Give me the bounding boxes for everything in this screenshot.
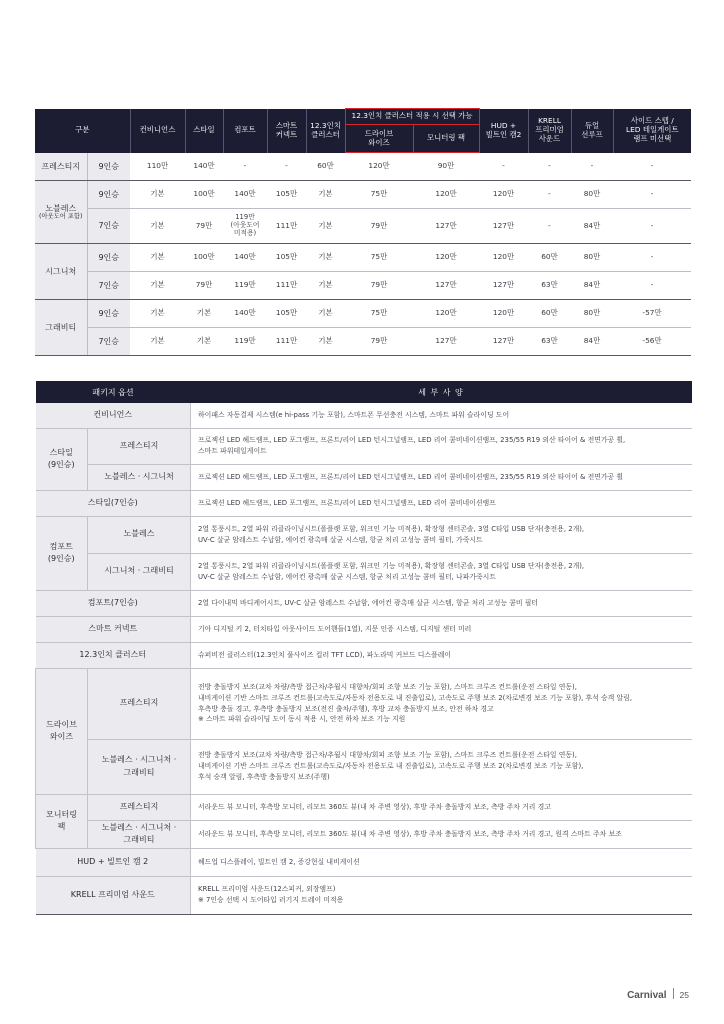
pkg-krell-detail: KRELL 프리미엄 사운드(12스피커, 외장앰프) ※ 7인승 선택 시 도어타입 러기지 트레이 미적용 <box>191 876 692 914</box>
pkg-krell-label: KRELL 프리미엄 사운드 <box>36 876 191 914</box>
price-cell: 79만 <box>345 209 413 244</box>
seat-label: 7인승 <box>87 209 130 244</box>
price-cell: - <box>571 153 613 181</box>
table-row <box>36 490 692 516</box>
header-category: 구분 <box>35 109 130 153</box>
header-cluster: 12.3인치 클러스터 <box>306 109 345 153</box>
pkg-comfort-signature-label: 시그니처 · 그래비티 <box>88 553 191 590</box>
pkg-cluster-label: 12.3인치 클러스터 <box>36 642 191 668</box>
seat-label: 7인승 <box>87 328 130 356</box>
price-cell: 기본 <box>130 181 185 209</box>
price-cell: 90만 <box>413 153 479 181</box>
table-row <box>35 209 691 244</box>
price-cell: 119만 (아웃도어 미적용) <box>223 209 267 244</box>
pkg-hud-label: HUD + 빌트인 캠 2 <box>36 848 191 876</box>
table-row <box>35 328 691 356</box>
table-row <box>36 848 692 876</box>
footer-divider <box>673 988 674 999</box>
header-cluster-group: 12.3인치 클러스터 적용 시 선택 가능 <box>345 109 479 125</box>
price-cell: 60만 <box>528 300 571 328</box>
price-cell: 63만 <box>528 328 571 356</box>
table-row <box>35 244 691 272</box>
price-cell: 111만 <box>267 209 306 244</box>
pkg-drive-prestige-label: 프레스티지 <box>88 668 191 739</box>
price-cell: 기본 <box>306 328 345 356</box>
pkg-monitor-prestige-detail: 서라운드 뷰 모니터, 후측방 모니터, 리모트 360도 뷰(내 차 주변 영상), 후방 주차 충돌방지 보조, 측방 주차 거리 경고 <box>191 794 692 820</box>
table-row <box>36 642 692 668</box>
price-cell: 119만 <box>223 328 267 356</box>
price-cell: 60만 <box>528 244 571 272</box>
price-cell: 기본 <box>306 300 345 328</box>
price-cell: 110만 <box>130 153 185 181</box>
price-cell: 기본 <box>130 244 185 272</box>
option-price-table <box>35 108 691 356</box>
pkg-convenience-detail: 하이패스 자동결제 시스템(e hi-pass 기능 포함), 스마트폰 무선충전 시스템, 스마트 파워 슬라이딩 도어 <box>191 403 692 428</box>
price-cell: 127만 <box>413 272 479 300</box>
price-cell: 140만 <box>223 244 267 272</box>
table-row <box>36 876 692 914</box>
group-prestige: 프레스티지 <box>35 153 87 181</box>
price-cell: 120만 <box>413 181 479 209</box>
price-cell: 111만 <box>267 328 306 356</box>
table-row <box>36 464 692 490</box>
seat-label: 9인승 <box>87 153 130 181</box>
table-row <box>36 428 692 464</box>
price-cell: 120만 <box>345 153 413 181</box>
price-cell: 140만 <box>223 181 267 209</box>
group-noblesse <box>35 181 87 244</box>
table-row <box>35 272 691 300</box>
price-cell: 127만 <box>479 328 528 356</box>
price-cell: 105만 <box>267 181 306 209</box>
pkg-style-noblesse-detail: 프로젝션 LED 헤드램프, LED 포그램프, 프론트/리어 LED 턴시그널램프, LED 리어 콤비네이션램프, 235/55 R19 외산 타이어 & 전면가공 휠 <box>191 464 692 490</box>
group-signature: 시그니처 <box>35 244 87 300</box>
price-cell: 기본 <box>130 272 185 300</box>
table-row <box>36 794 692 820</box>
price-cell: 111만 <box>267 272 306 300</box>
table-row <box>36 739 692 794</box>
price-cell: 기본 <box>130 209 185 244</box>
pkg-drive-group: 드라이브 와이즈 <box>36 668 88 794</box>
pkg-convenience-label: 컨비니언스 <box>36 403 191 428</box>
pkg-comfort-signature-detail: 2열 통풍시트, 2열 파워 리클라이닝시트(폴플랫 포함, 워크인 기능 미적용), 확장형 센터콘솔, 3열 C타입 USB 단자(충전용, 2개), UV-C 살균 암레스트 수납함, 에어컨 광촉매 살균 시스템, 항균 처리 고성능 콤비 필터, 나파가죽시트 <box>191 553 692 590</box>
table-row <box>36 403 692 428</box>
price-cell: 기본 <box>306 272 345 300</box>
price-cell: 60만 <box>306 153 345 181</box>
price-cell: 기본 <box>185 328 223 356</box>
price-cell: -56만 <box>613 328 691 356</box>
table-row <box>36 668 692 739</box>
price-cell: 140만 <box>185 153 223 181</box>
table-row <box>36 516 692 553</box>
pkg-hud-detail: 헤드업 디스플레이, 빌트인 캠 2, 증강현실 내비게이션 <box>191 848 692 876</box>
price-cell: 기본 <box>130 328 185 356</box>
price-cell: 120만 <box>413 300 479 328</box>
seat-label: 9인승 <box>87 300 130 328</box>
table-row <box>36 553 692 590</box>
price-cell: - <box>613 272 691 300</box>
price-cell: - <box>267 153 306 181</box>
page-footer <box>627 988 689 1001</box>
table-row <box>36 590 692 616</box>
price-cell: 120만 <box>479 181 528 209</box>
pkg-monitor-prestige-label: 프레스티지 <box>88 794 191 820</box>
price-cell: 기본 <box>306 244 345 272</box>
price-cell: - <box>613 244 691 272</box>
price-cell: 140만 <box>223 300 267 328</box>
table-row <box>36 616 692 642</box>
package-spec-table <box>35 381 692 915</box>
pkg-style-prestige-detail: 프로젝션 LED 헤드램프, LED 포그램프, 프론트/리어 LED 턴시그널램프, LED 리어 콤비네이션램프, 235/55 R19 외산 타이어 & 전면가공 휠, 스마트 파워테일게이트 <box>191 428 692 464</box>
page-number: 25 <box>679 990 689 1000</box>
group-noblesse-note: (아웃도어 포함) <box>39 212 83 220</box>
price-cell: 80만 <box>571 300 613 328</box>
price-cell: - <box>613 181 691 209</box>
seat-label: 9인승 <box>87 244 130 272</box>
price-cell: 기본 <box>130 300 185 328</box>
price-cell: 84만 <box>571 209 613 244</box>
brand-name: Carnival <box>627 990 667 1001</box>
pkg-drive-noblesse-label: 노블레스 · 시그니처 · 그래비티 <box>88 739 191 794</box>
price-cell: 기본 <box>185 300 223 328</box>
header-style: 스타일 <box>185 109 223 153</box>
pkg-cluster-detail: 슈퍼비전 클러스터(12.3인치 풀사이즈 컬러 TFT LCD), 파노라믹 커브드 디스플레이 <box>191 642 692 668</box>
price-cell: - <box>528 209 571 244</box>
price-cell: 127만 <box>479 272 528 300</box>
pkg-drive-prestige-detail: 전방 충돌방지 보조(교차 차량/측방 접근차/추월시 대향차/회피 조향 보조 기능 포함), 스마트 크루즈 컨트롤(운전 스타일 연동), 내비게이션 기반 스마트 크루즈 컨트롤(고속도로/자동차 전용도로 내 진출입로), 고속도로 주행 보조 2(차로변경 보조 기능 포함), 후석 승객 알림, 후측방 충돌 경고, 후측방 충돌방지 보조(전진 출차/주행), 후방 교차 충돌방지 보조, 안전 하차 경고 ※ 스마트 파워 슬라이딩 도어 동시 적용 시, 안전 하차 보조 기능 지원 <box>191 668 692 739</box>
pkg-style7-label: 스타일(7인승) <box>36 490 191 516</box>
header-krell: KRELL 프리미엄 사운드 <box>528 109 571 153</box>
table-row <box>35 153 691 181</box>
price-cell: 120만 <box>413 244 479 272</box>
pkg-style-group: 스타일 (9인승) <box>36 428 88 490</box>
price-cell: 기본 <box>306 209 345 244</box>
price-cell: 80만 <box>571 244 613 272</box>
pkg-comfort-noblesse-detail: 2열 통풍시트, 2열 파워 리클라이닝시트(폴플랫 포함, 워크인 기능 미적용), 확장형 센터콘솔, 3열 C타입 USB 단자(충전용, 2개), UV-C 살균 암레스트 수납함, 에어컨 광촉매 살균 시스템, 항균 처리 고성능 콤비 필터, 가죽시트 <box>191 516 692 553</box>
pkg-comfort-group: 컴포트 (9인승) <box>36 516 88 590</box>
pkg-monitor-noblesse-label: 노블레스 · 시그니처 · 그래비티 <box>88 820 191 848</box>
price-cell: 119만 <box>223 272 267 300</box>
price-cell: - <box>613 209 691 244</box>
price-cell: 63만 <box>528 272 571 300</box>
price-cell: 80만 <box>571 181 613 209</box>
pkg-drive-noblesse-detail: 전방 충돌방지 보조(교차 차량/측방 접근차/추월시 대향차/회피 조향 보조 기능 포함), 스마트 크루즈 컨트롤(운전 스타일 연동), 내비게이션 기반 스마트 크루즈 컨트롤(고속도로/자동차 전용도로 내 진출입로), 고속도로 주행 보조 2(차로변경 보조 기능 포함), 후석 승객 알림, 후측방 충돌방지 보조(주행) <box>191 739 692 794</box>
price-cell: 79만 <box>345 328 413 356</box>
price-cell: 127만 <box>479 209 528 244</box>
pkg-style7-detail: 프로젝션 LED 헤드램프, LED 포그램프, 프론트/리어 LED 턴시그널램프, LED 리어 콤비네이션램프 <box>191 490 692 516</box>
price-cell: 105만 <box>267 244 306 272</box>
table-row <box>35 181 691 209</box>
price-cell: 79만 <box>185 209 223 244</box>
group-noblesse-label: 노블레스 <box>45 203 77 213</box>
pkg-smart-connect-label: 스마트 커넥트 <box>36 616 191 642</box>
table-row <box>35 300 691 328</box>
price-cell: - <box>528 153 571 181</box>
group-gravity: 그래비티 <box>35 300 87 356</box>
pkg-style-noblesse-label: 노블레스 · 시그니처 <box>88 464 191 490</box>
header-drive-wise: 드라이브 와이즈 <box>345 125 413 153</box>
price-cell: 84만 <box>571 272 613 300</box>
price-cell: - <box>479 153 528 181</box>
price-cell: 100만 <box>185 244 223 272</box>
price-cell: 120만 <box>479 244 528 272</box>
price-cell: 127만 <box>413 328 479 356</box>
price-cell: 100만 <box>185 181 223 209</box>
price-cell: 84만 <box>571 328 613 356</box>
header-comfort: 컴포트 <box>223 109 267 153</box>
pkg-monitor-group: 모니터링 팩 <box>36 794 88 848</box>
price-cell: - <box>223 153 267 181</box>
price-cell: - <box>613 153 691 181</box>
price-cell: 75만 <box>345 244 413 272</box>
price-cell: 127만 <box>413 209 479 244</box>
price-cell: - <box>528 181 571 209</box>
price-cell: 75만 <box>345 300 413 328</box>
price-cell: 75만 <box>345 181 413 209</box>
header-package-option: 패키지 옵션 <box>36 381 191 403</box>
price-cell: 79만 <box>345 272 413 300</box>
seat-label: 9인승 <box>87 181 130 209</box>
price-cell: 79만 <box>185 272 223 300</box>
pkg-smart-connect-detail: 기아 디지털 키 2, 터치타입 아웃사이드 도어핸들(1열), 지문 인증 시스템, 디지털 센터 미러 <box>191 616 692 642</box>
price-cell: -57만 <box>613 300 691 328</box>
pkg-style-prestige-label: 프레스티지 <box>88 428 191 464</box>
pkg-monitor-noblesse-detail: 서라운드 뷰 모니터, 후측방 모니터, 리모트 360도 뷰(내 차 주변 영상), 후방 주차 충돌방지 보조, 측방 주차 거리 경고, 원격 스마트 주차 보조 <box>191 820 692 848</box>
price-cell: 105만 <box>267 300 306 328</box>
seat-label: 7인승 <box>87 272 130 300</box>
price-cell: 120만 <box>479 300 528 328</box>
header-side-step: 사이드 스텝 / LED 테일게이트 램프 미선택 <box>613 109 691 153</box>
header-monitoring: 모니터링 팩 <box>413 125 479 153</box>
price-cell: 기본 <box>306 181 345 209</box>
table-row <box>36 820 692 848</box>
header-dual-sunroof: 듀얼 선루프 <box>571 109 613 153</box>
pkg-comfort7-label: 컴포트(7인승) <box>36 590 191 616</box>
header-hud: HUD + 빌트인 캠2 <box>479 109 528 153</box>
header-smart-connect: 스마트 커넥트 <box>267 109 306 153</box>
header-convenience: 컨비니언스 <box>130 109 185 153</box>
header-detail-spec: 세 부 사 양 <box>191 381 692 403</box>
pkg-comfort-noblesse-label: 노블레스 <box>88 516 191 553</box>
pkg-comfort7-detail: 2열 다이내믹 바디케어시트, UV-C 살균 암레스트 수납함, 에어컨 광촉매 살균 시스템, 항균 처리 고성능 콤비 필터 <box>191 590 692 616</box>
